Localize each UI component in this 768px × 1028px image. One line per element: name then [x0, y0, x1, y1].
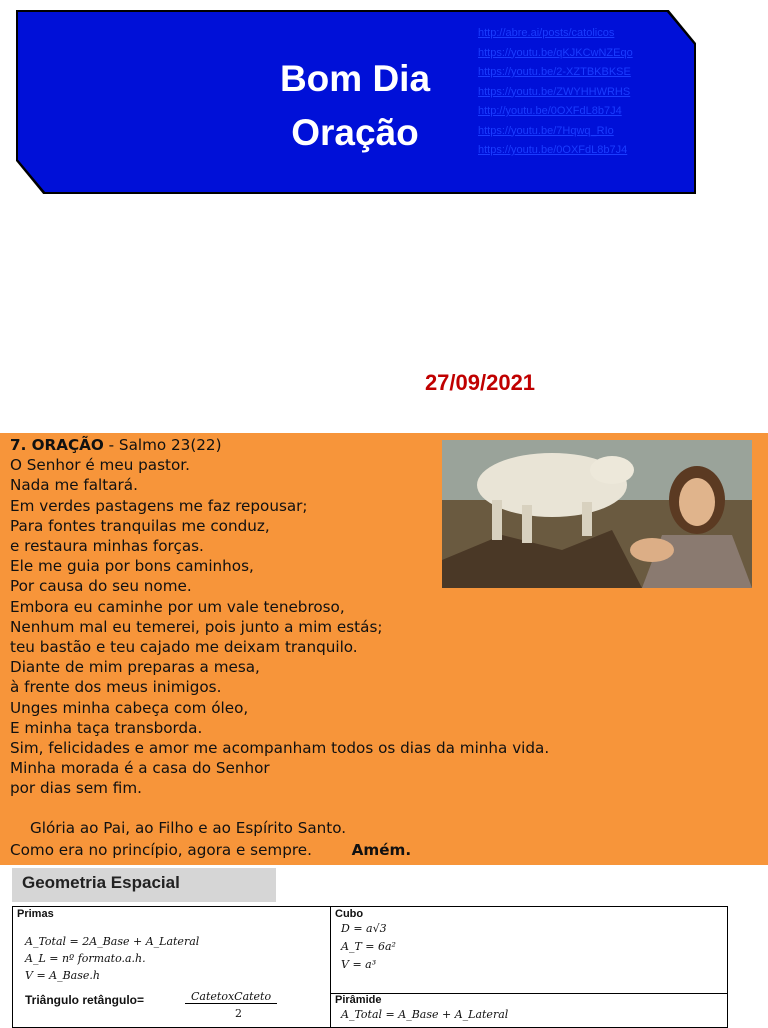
page-title	[240, 52, 470, 160]
prayer-line: Unges minha cabeça com óleo,	[10, 698, 249, 717]
prayer-subheading: - Salmo 23(22)	[103, 436, 222, 454]
prayer-line: Minha morada é a casa do Senhor	[10, 759, 270, 778]
cubo-formula-3: V = a³	[341, 958, 377, 971]
link-1[interactable]: http://abre.ai/posts/catolicos	[478, 27, 615, 39]
prayer-line: por dias sem fim.	[10, 779, 142, 798]
amen-label: Amém.	[351, 841, 412, 859]
prayer-heading: 7. ORAÇÃO	[10, 436, 104, 454]
link-6[interactable]: https://youtu.be/7Hqwq_RIo	[478, 124, 614, 137]
link-7[interactable]: https://youtu.be/0OXFdL8b7J4	[478, 144, 628, 156]
prayer-line: Nada me faltará.	[10, 476, 138, 495]
prayer-line: Sim, felicidades e amor me acompanham todos os dias da minha vida.	[10, 739, 550, 758]
link-4[interactable]: https://youtu.be/ZWYHHWRHS	[478, 85, 631, 98]
geometry-title: Geometria Espacial	[22, 873, 180, 892]
title-line-1: Bom Dia	[279, 58, 431, 99]
piramide-heading: Pirâmide	[335, 994, 382, 1006]
geometry-section	[12, 868, 728, 1024]
prayer-line: E minha taça transborda.	[10, 718, 203, 737]
shepherd-illustration	[442, 440, 752, 588]
gloria-line: Glória ao Pai, ao Filho e ao Espírito Santo.	[30, 819, 347, 837]
piramide-cell	[331, 994, 727, 1027]
prayer-line: Por causa do seu nome.	[10, 577, 192, 596]
title-line-2: Oração	[291, 112, 419, 153]
primas-heading: Primas	[17, 908, 54, 920]
cubo-cell	[331, 907, 727, 994]
primas-formula-2: A_L = nº formato.a.h.	[25, 952, 146, 965]
link-2[interactable]: https://youtu.be/qKJKCwNZEqo	[478, 46, 633, 59]
cubo-formula-2: A_T = 6a²	[341, 940, 396, 953]
como-era-line: Como era no princípio, agora e sempre.	[10, 841, 312, 859]
prayer-line: Em verdes pastagens me faz repousar;	[10, 496, 308, 515]
primas-formula-3: V = A_Base.h	[25, 969, 100, 982]
prayer-line: Ele me guia por bons caminhos,	[10, 557, 254, 576]
primas-formula-1: A_Total = 2A_Base + A_Lateral	[25, 935, 200, 948]
prayer-line: O Senhor é meu pastor.	[10, 456, 190, 475]
prayer-line: Para fontes tranquilas me conduz,	[10, 516, 270, 535]
primas-cell	[13, 907, 331, 1027]
prayer-line: e restaura minhas forças.	[10, 537, 204, 556]
link-3[interactable]: https://youtu.be/2-XZTBKBKSE	[478, 66, 631, 78]
triangle-label: Triângulo retângulo=	[25, 993, 145, 1007]
shepherd-image	[442, 440, 752, 588]
prayer-line: Diante de mim preparas a mesa,	[10, 658, 260, 677]
prayer-line: à frente dos meus inimigos.	[10, 678, 222, 697]
prayer-line: Embora eu caminhe por um vale tenebroso,	[10, 597, 345, 616]
triangle-denominator: 2	[235, 1007, 242, 1020]
link-list	[478, 24, 693, 161]
date-label: 27/09/2021	[424, 370, 536, 395]
prayer-line: teu bastão e teu cajado me deixam tranquilo.	[10, 638, 358, 657]
formula-table	[12, 906, 728, 1028]
gloria-block	[10, 817, 750, 861]
piramide-formula-1: A_Total = A_Base + A_Lateral	[341, 1008, 509, 1021]
link-5[interactable]: http://youtu.be/0OXFdL8b7J4	[478, 105, 622, 117]
geometry-title-box	[12, 868, 276, 902]
cubo-formula-1: D = a√3	[341, 922, 387, 935]
prayer-line: Nenhum mal eu temerei, pois junto a mim estás;	[10, 617, 383, 636]
cubo-heading: Cubo	[335, 908, 364, 920]
triangle-numerator: CatetoxCateto	[185, 990, 277, 1004]
